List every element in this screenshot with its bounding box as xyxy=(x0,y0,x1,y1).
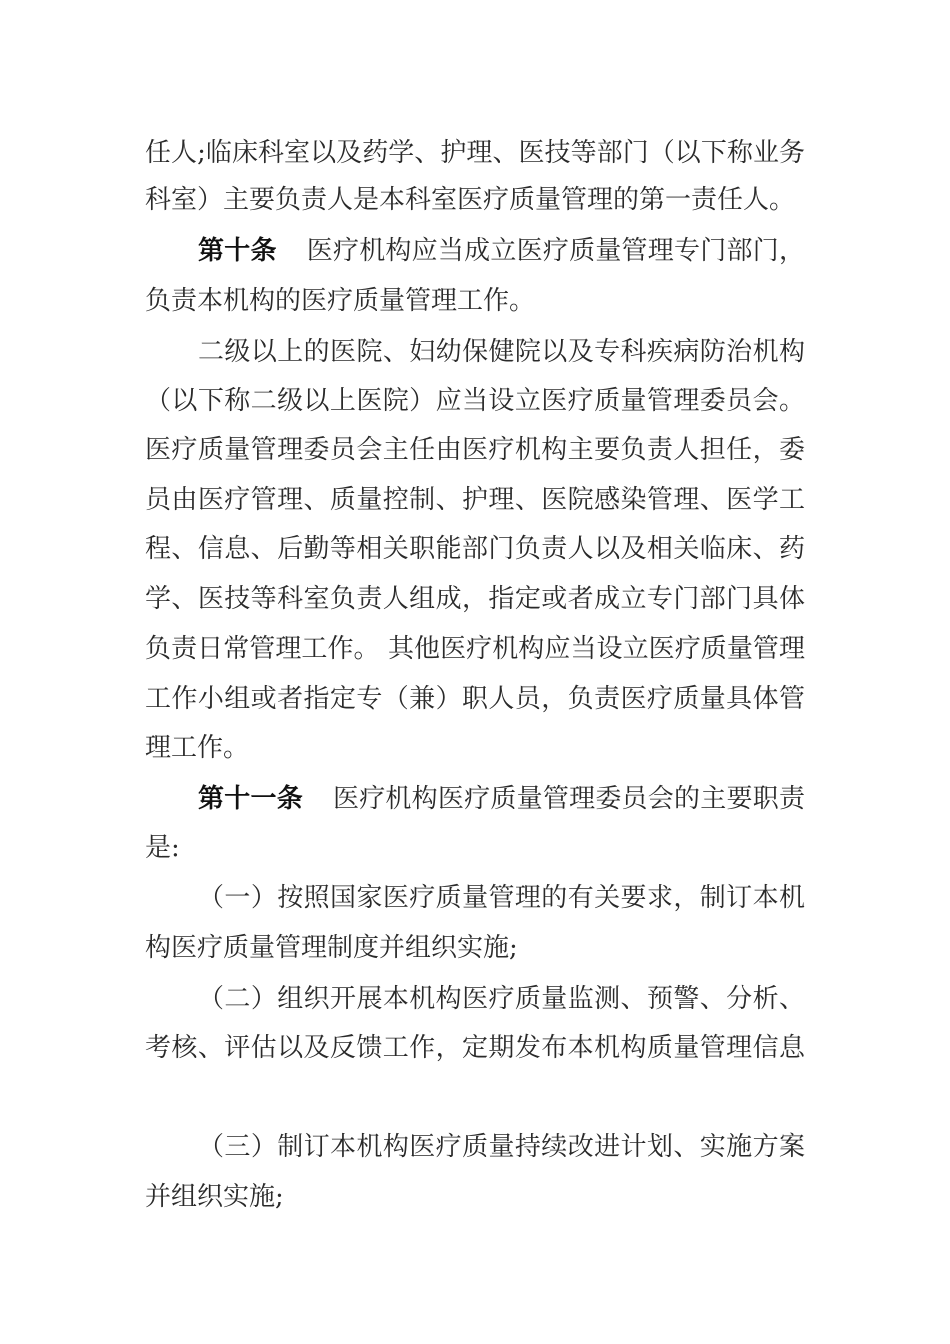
article-11-heading: 第十一条 xyxy=(198,784,303,814)
text-span: （二）组织开展本机构医疗质量监测、预警、分析、 xyxy=(198,984,805,1014)
text-line xyxy=(145,832,805,864)
text-line xyxy=(145,137,805,169)
article-10-first-line xyxy=(198,235,805,267)
text-span: 是: xyxy=(145,833,180,863)
text-span: 考核、评估以及反馈工作，定期发布本机构质量管理信息 xyxy=(145,1033,805,1063)
text-span: 员由医疗管理、质量控制、护理、医院感染管理、医学工 xyxy=(145,485,805,515)
text-line xyxy=(145,1181,805,1213)
text-span: 工作小组或者指定专（兼）职人员，负责医疗质量具体管 xyxy=(145,684,805,714)
text-line xyxy=(145,583,805,615)
text-line xyxy=(145,484,805,516)
text-line xyxy=(145,434,805,466)
text-span: 负责日常管理工作。 其他医疗机构应当设立医疗质量管理 xyxy=(145,634,805,664)
text-span: 科室）主要负责人是本科室医疗质量管理的第一责任人。 xyxy=(145,185,796,215)
text-span: （一）按照国家医疗质量管理的有关要求，制订本机 xyxy=(198,883,805,913)
text-line xyxy=(145,1032,805,1064)
text-span: （以下称二级以上医院）应当设立医疗质量管理委员会。 xyxy=(145,386,805,416)
text-span: 医疗机构应当成立医疗质量管理专门部门， xyxy=(306,236,805,266)
text-line xyxy=(198,882,805,914)
text-line xyxy=(198,1131,805,1163)
article-11-first-line xyxy=(198,783,805,815)
text-line xyxy=(145,683,805,715)
text-span: 负责本机构的医疗质量管理工作。 xyxy=(145,286,536,316)
text-line xyxy=(145,732,805,764)
text-span: 任人;临床科室以及药学、护理、医技等部门（以下称业务 xyxy=(145,138,805,168)
text-span: 构医疗质量管理制度并组织实施; xyxy=(145,933,518,963)
text-span: 学、医技等科室负责人组成，指定或者成立专门部门具体 xyxy=(145,584,805,614)
text-span: （三）制订本机构医疗质量持续改进计划、实施方案 xyxy=(198,1132,805,1162)
text-line xyxy=(145,184,805,216)
text-line xyxy=(145,385,805,417)
text-line xyxy=(145,932,805,964)
text-span: 医疗质量管理委员会主任由医疗机构主要负责人担任，委 xyxy=(145,435,805,465)
text-span: 二级以上的医院、妇幼保健院以及专科疾病防治机构 xyxy=(198,337,805,367)
text-line xyxy=(145,633,805,665)
text-line xyxy=(198,983,805,1015)
text-line xyxy=(198,336,805,368)
text-line xyxy=(145,285,805,317)
text-line xyxy=(145,533,805,565)
text-span: 程、信息、后勤等相关职能部门负责人以及相关临床、药 xyxy=(145,534,805,564)
text-span: 医疗机构医疗质量管理委员会的主要职责 xyxy=(332,784,805,814)
text-span: 理工作。 xyxy=(145,733,250,763)
text-span: 并组织实施; xyxy=(145,1182,284,1212)
article-10-heading: 第十条 xyxy=(198,236,277,266)
